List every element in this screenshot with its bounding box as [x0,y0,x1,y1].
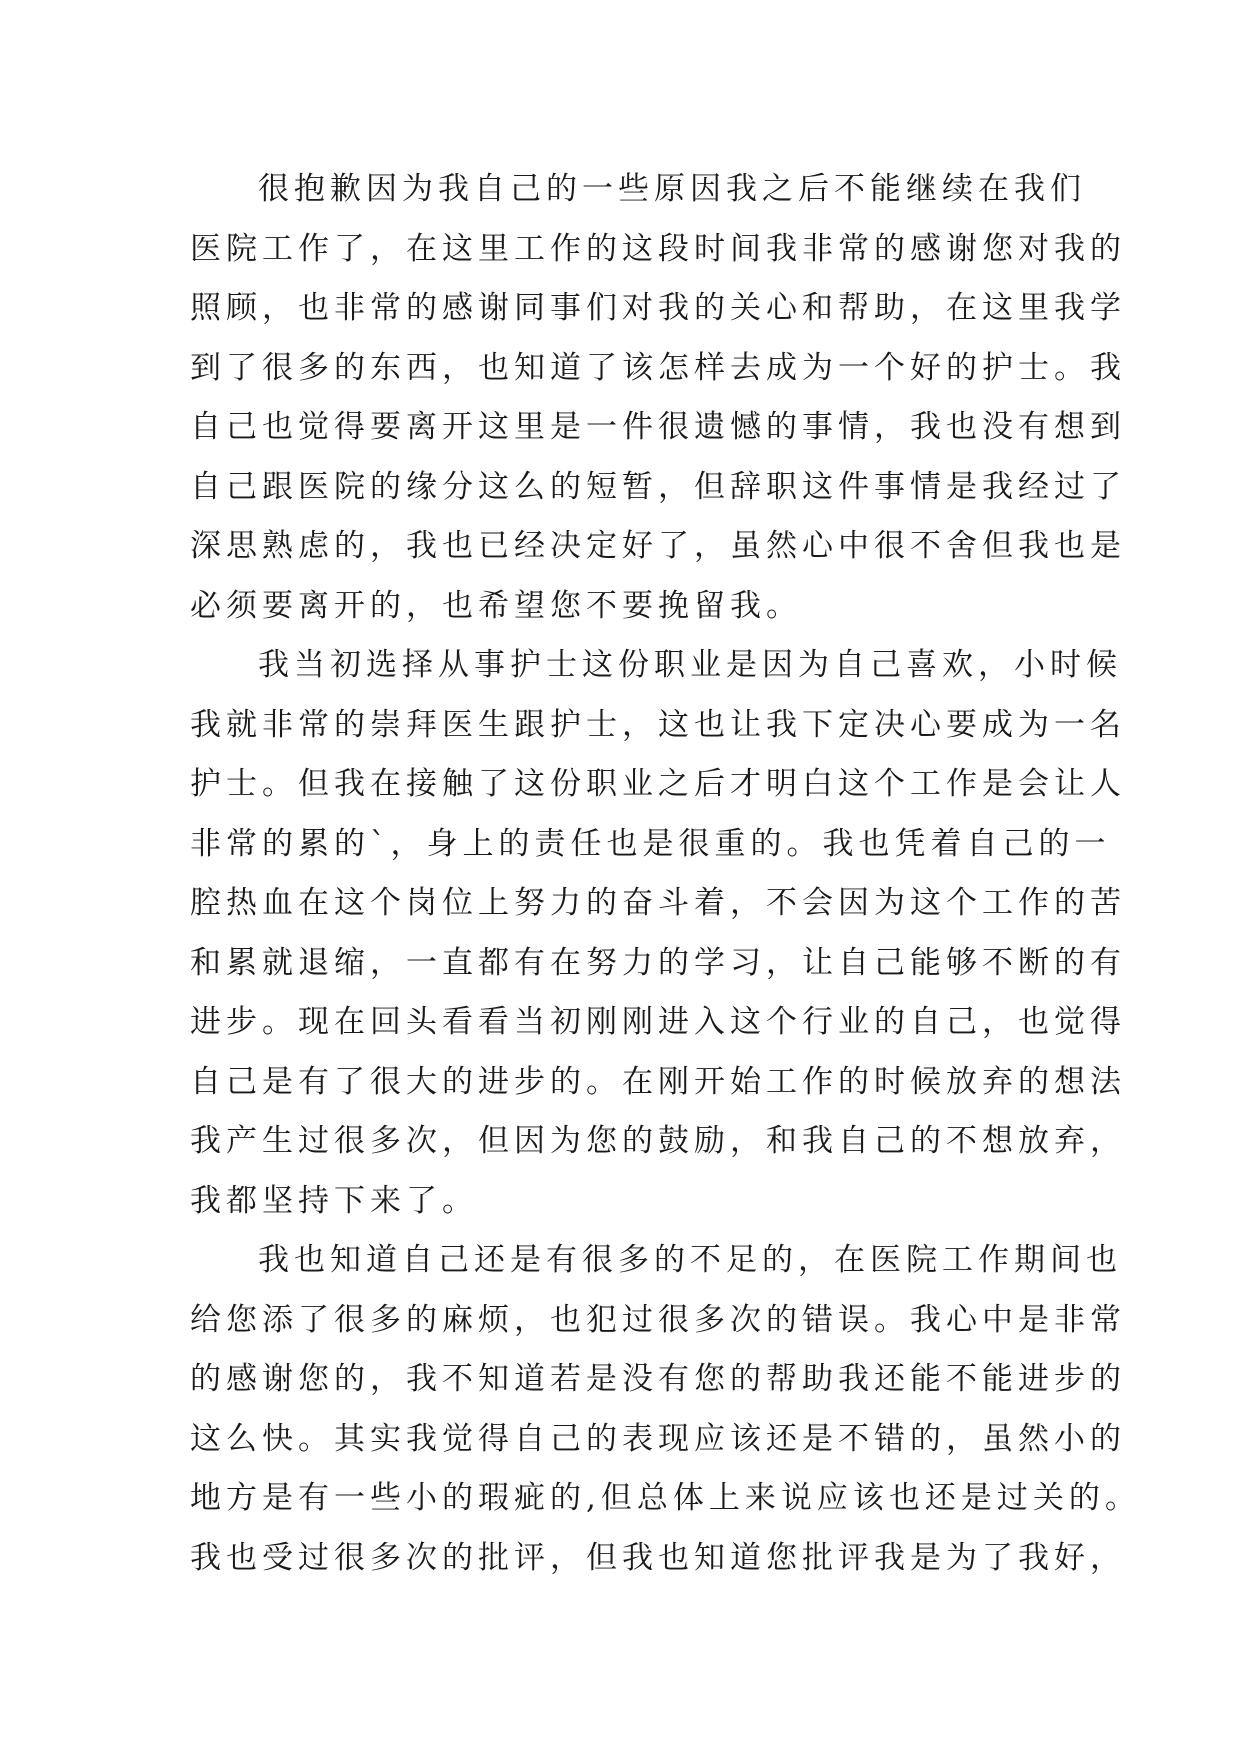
paragraph-2-line-4: 非常的累的`，身上的责任也是很重的。我也凭着自己的一 [190,825,1111,862]
paragraph-1-line-2: 医院工作了，在这里工作的这段时间我非常的感谢您对我的 [190,230,1126,267]
paragraph-3-line-1: 我也知道自己还是有很多的不足的，在医院工作期间也 [258,1242,1122,1278]
letter-body [190,160,1141,1588]
paragraph-2-line-8: 自己是有了很大的进步的。在刚开始工作的时候放弃的想法 [190,1063,1126,1100]
paragraph-3-line-6: 我也受过很多次的批评，但我也知道您批评我是为了我好， [190,1539,1126,1576]
paragraph-2-line-1: 我当初选择从事护士这份职业是因为自己喜欢，小时候 [258,647,1122,683]
paragraph-2-line-6: 和累就退缩，一直都有在努力的学习，让自己能够不断的有 [190,944,1126,981]
paragraph-1-line-4: 到了很多的东西，也知道了该怎样去成为一个好的护士。我 [190,349,1126,386]
paragraph-3-line-4: 这么快。其实我觉得自己的表现应该还是不错的，虽然小的 [190,1420,1126,1457]
paragraph-2-line-3: 护士。但我在接触了这份职业之后才明白这个工作是会让人 [190,766,1126,802]
paragraph-2-line-5: 腔热血在这个岗位上努力的奋斗着，不会因为这个工作的苦 [190,885,1126,921]
paragraph-1-line-1: 很抱歉因为我自己的一些原因我之后不能继续在我们 [258,171,1086,207]
paragraph-2-line-7: 进步。现在回头看看当初刚刚进入这个行业的自己，也觉得 [190,1004,1126,1040]
paragraph-1-line-6: 自己跟医院的缘分这么的短暂，但辞职这件事情是我经过了 [190,468,1126,505]
paragraph-2-line-10: 我都坚持下来了。 [190,1182,478,1219]
paragraph-1-line-3: 照顾，也非常的感谢同事们对我的关心和帮助，在这里我学 [190,290,1126,326]
paragraph-3-line-2: 给您添了很多的麻烦，也犯过很多次的错误。我心中是非常 [190,1301,1126,1338]
paragraph-3-line-5: 地方是有一些小的瑕疵的,但总体上来说应该也还是过关的。 [190,1480,1141,1516]
paragraph-1-line-5: 自己也觉得要离开这里是一件很遗憾的事情，我也没有想到 [190,409,1126,445]
paragraph-1-line-8: 必须要离开的，也希望您不要挽留我。 [190,587,802,624]
paragraph-2-line-9: 我产生过很多次，但因为您的鼓励，和我自己的不想放弃， [190,1123,1126,1159]
paragraph-3-line-3: 的感谢您的，我不知道若是没有您的帮助我还能不能进步的 [190,1361,1126,1397]
paragraph-1-line-7: 深思熟虑的，我也已经决定好了，虽然心中很不舍但我也是 [190,528,1126,564]
paragraph-2-line-2: 我就非常的崇拜医生跟护士，这也让我下定决心要成为一名 [190,706,1126,743]
